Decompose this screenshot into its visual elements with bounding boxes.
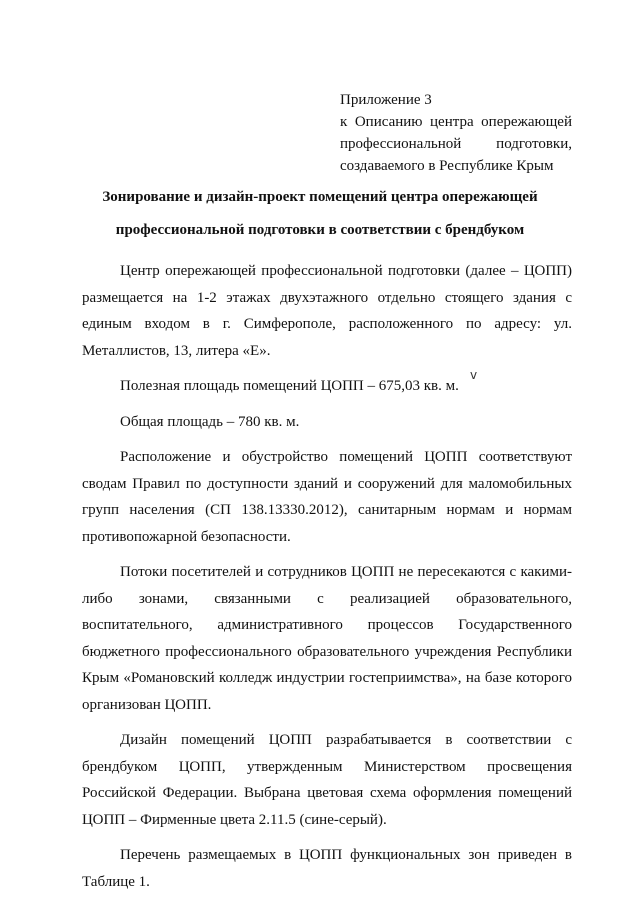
appendix-ref-line: к Описанию центра опережающей	[340, 114, 572, 130]
title-line: Зонирование и дизайн-проект помещений центра опережающей	[102, 189, 538, 205]
handwritten-check-mark: v	[470, 368, 478, 382]
document-body	[82, 258, 572, 904]
appendix-ref-line: создаваемого в Республике Крым	[340, 158, 554, 174]
appendix-ref-line: профессиональной подготовки,	[340, 136, 572, 152]
paragraph-accessibility: Расположение и обустройство помещений ЦОПП соответствуют сводам Правил по доступности зданий и сооружений для маломобильных групп населения (СП 138.13330.2012), санитарным нормам и нормам противопожарной безопасности.	[82, 449, 572, 545]
document-title	[92, 181, 548, 247]
appendix-header	[340, 89, 572, 177]
paragraph-useful-area: Полезная площадь помещений ЦОПП – 675,03 кв. м.	[120, 378, 459, 394]
paragraph-zones-list: Перечень размещаемых в ЦОПП функциональных зон приведен в Таблице 1.	[82, 847, 572, 890]
appendix-number: Приложение 3	[340, 92, 432, 108]
paragraph-location: Центр опережающей профессиональной подготовки (далее – ЦОПП) размещается на 1-2 этажах двухэтажного отдельно стоящего здания с единым входом в г. Симферополе, расположенного по адресу: ул. Металлистов, 13, литера «Е».	[82, 263, 572, 359]
title-line: профессиональной подготовки в соответствии с брендбуком	[115, 222, 525, 238]
paragraph-visitor-flows: Потоки посетителей и сотрудников ЦОПП не пересекаются с какими-либо зонами, связанными с реализацией образовательного, воспитательного, административного процессов Государственного бюджетного профессионального образовательного учреждения Республики Крым «Романовский колледж индустрии гостеприимства», на базе которого организован ЦОПП.	[82, 564, 572, 713]
paragraph-design: Дизайн помещений ЦОПП разрабатывается в соответствии с брендбуком ЦОПП, утвержденным Министерством просвещения Российской Федерации. Выбрана цветовая схема оформления помещений ЦОПП – Фирменные цвета 2.11.5 (сине-серый).	[82, 732, 572, 828]
paragraph-total-area: Общая площадь – 780 кв. м.	[120, 413, 300, 430]
